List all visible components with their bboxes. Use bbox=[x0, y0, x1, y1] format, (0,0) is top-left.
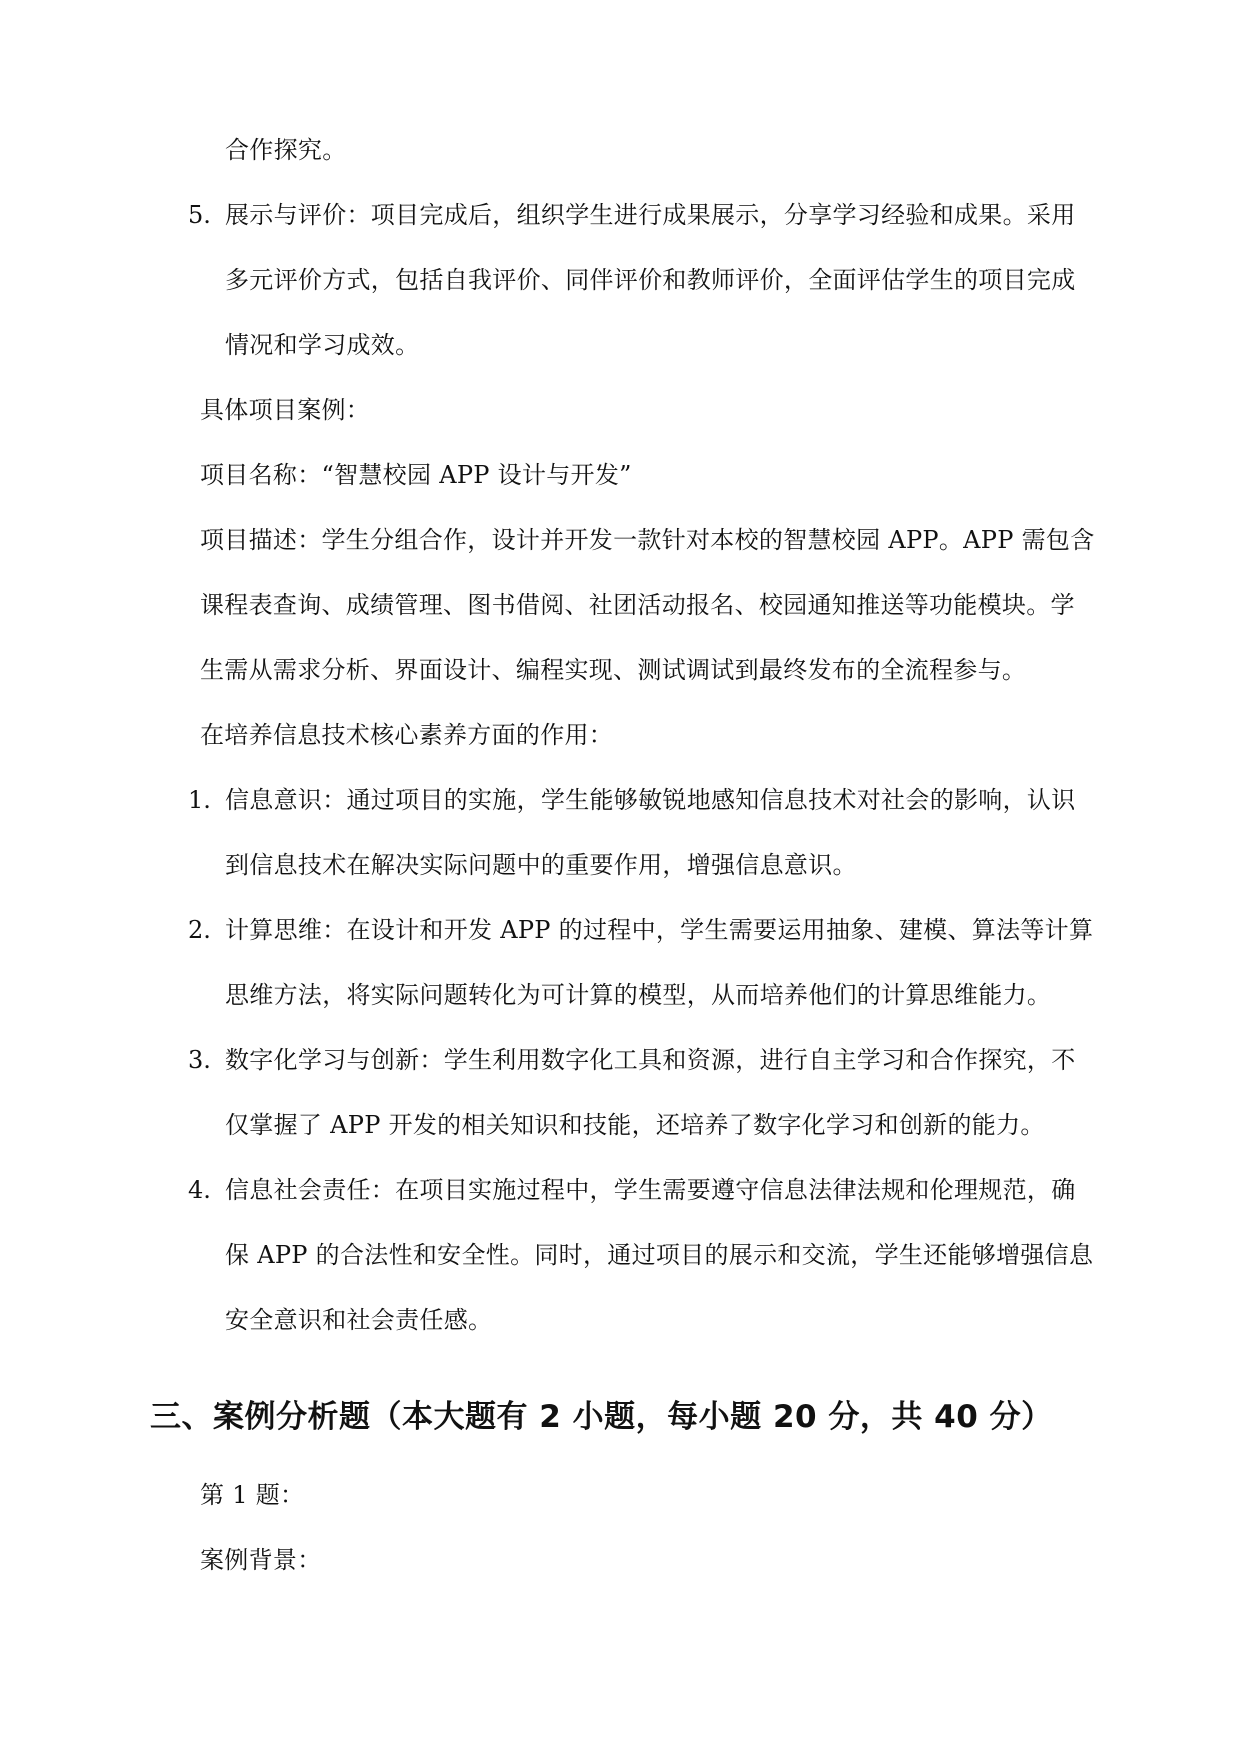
list-item-number: 3. bbox=[188, 1046, 211, 1074]
list-item-number: 4. bbox=[188, 1176, 211, 1204]
background-label: 案例背景： bbox=[200, 1546, 322, 1574]
list-item-line: 思维方法，将实际问题转化为可计算的模型，从而培养他们的计算思维能力。 bbox=[225, 981, 1052, 1009]
list-item-line: 安全意识和社会责任感。 bbox=[225, 1306, 493, 1334]
case-label: 具体项目案例： bbox=[200, 396, 371, 424]
list-item-line: 数字化学习与创新：学生利用数字化工具和资源，进行自主学习和合作探究，不 bbox=[225, 1046, 1076, 1074]
list-item-line: 信息意识：通过项目的实施，学生能够敏锐地感知信息技术对社会的影响，认识 bbox=[225, 786, 1076, 814]
list-item-line: 保 APP 的合法性和安全性。同时，通过项目的展示和交流，学生还能够增强信息 bbox=[225, 1241, 1094, 1269]
list-item-line: 计算思维：在设计和开发 APP 的过程中，学生需要运用抽象、建模、算法等计算 bbox=[225, 916, 1094, 944]
project-description-line: 课程表查询、成绩管理、图书借阅、社团活动报名、校园通知推送等功能模块。学 bbox=[200, 591, 1075, 619]
list-item-line: 展示与评价：项目完成后，组织学生进行成果展示，分享学习经验和成果。采用 bbox=[225, 201, 1076, 229]
list-item-number: 2. bbox=[188, 916, 211, 944]
role-intro: 在培养信息技术核心素养方面的作用： bbox=[200, 721, 614, 749]
list-item-number: 1. bbox=[188, 786, 211, 814]
section-heading: 三、案例分析题（本大题有 2 小题，每小题 20 分，共 40 分） bbox=[150, 1399, 1053, 1435]
project-name: 项目名称：“智慧校园 APP 设计与开发” bbox=[200, 461, 632, 489]
list-item-continuation: 合作探究。 bbox=[225, 136, 347, 164]
list-item-line: 信息社会责任：在项目实施过程中，学生需要遵守信息法律法规和伦理规范，确 bbox=[225, 1176, 1076, 1204]
list-item-number: 5. bbox=[188, 201, 211, 229]
list-item-line: 到信息技术在解决实际问题中的重要作用，增强信息意识。 bbox=[225, 851, 857, 879]
project-description-line: 生需从需求分析、界面设计、编程实现、测试调试到最终发布的全流程参与。 bbox=[200, 656, 1027, 684]
question-label: 第 1 题： bbox=[200, 1481, 305, 1509]
list-item-line: 多元评价方式，包括自我评价、同伴评价和教师评价，全面评估学生的项目完成 bbox=[225, 266, 1076, 294]
list-item-line: 仅掌握了 APP 开发的相关知识和技能，还培养了数字化学习和创新的能力。 bbox=[225, 1111, 1045, 1139]
list-item-line: 情况和学习成效。 bbox=[225, 331, 420, 359]
project-description-line: 项目描述：学生分组合作，设计并开发一款针对本校的智慧校园 APP。APP 需包含 bbox=[200, 526, 1095, 554]
